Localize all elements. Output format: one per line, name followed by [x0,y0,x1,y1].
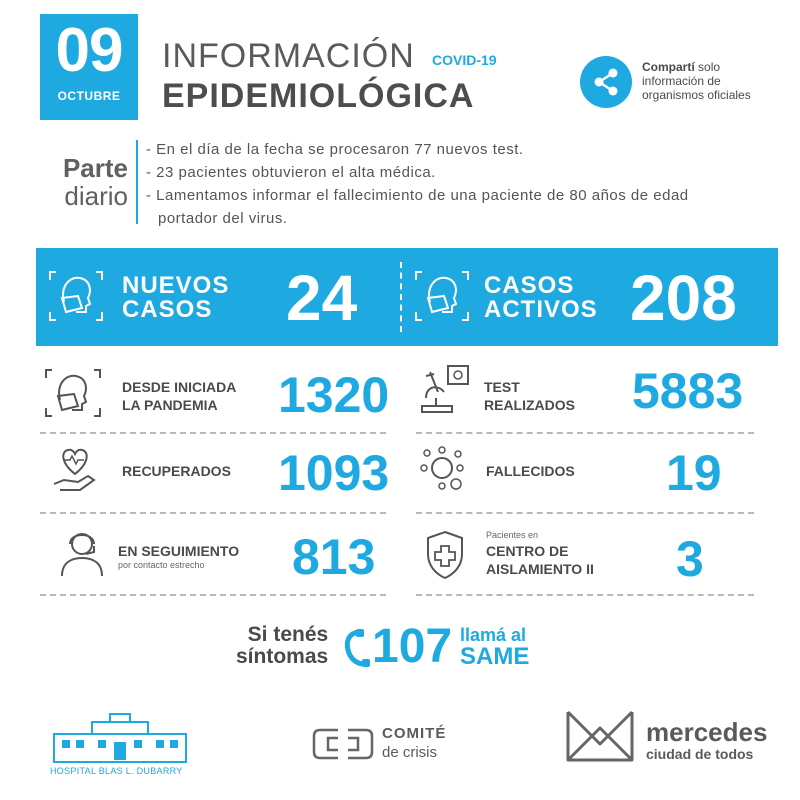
activos-l2: ACTIVOS [484,296,598,323]
heart-hand-icon [50,444,100,494]
seguimiento-sub: por contacto estrecho [118,560,205,570]
bullet-item: - En el día de la fecha se procesaron 77 nuevos test. [146,141,524,158]
share-rest3: organismos oficiales [642,88,751,102]
title-tag: COVID-19 [432,52,497,68]
mercedes-title: mercedes [646,717,768,747]
fallecidos-label: FALLECIDOS [486,463,575,479]
share-button[interactable] [580,56,632,108]
mercedes-logo-icon [564,708,636,764]
pandemia-l2: LA PANDEMIA [122,397,218,413]
share-rest2: información de [642,74,721,88]
aislamiento-value: 3 [676,531,704,587]
comite-logo-icon [312,724,374,764]
same-call [460,624,529,668]
mask-face-icon [48,266,104,326]
divider [416,512,754,514]
test-l1: TEST [484,379,520,395]
page-title: EPIDEMIOLÓGICA [162,77,475,115]
seguimiento-label [118,542,239,570]
same-r1: llamá al [460,625,527,645]
parte-line1: Parte [62,153,128,183]
recuperados-label: RECUPERADOS [122,463,231,479]
casos-activos-value: 208 [630,262,737,334]
hospital-name: HOSPITAL BLAS L. DUBARRY [50,766,183,776]
pandemia-label [122,378,236,414]
microscope-icon [416,362,472,418]
parte-diario-label [44,154,128,210]
test-label [484,378,575,414]
bullet-item: - Lamentamos informar el fallecimiento de una paciente de 80 años de edad [146,187,689,204]
aislamiento-l1: CENTRO DE [486,543,569,559]
date-badge [40,14,138,120]
test-l2: REALIZADOS [484,397,575,413]
seguimiento-l1: EN SEGUIMIENTO [118,543,240,559]
recuperados-value: 1093 [278,445,390,501]
share-note [642,60,792,102]
parte-divider [136,140,138,224]
aislamiento-pre: Pacientes en [486,530,539,540]
divider [416,594,754,596]
aislamiento-label [486,542,594,578]
bullet-item: portador del virus. [158,210,288,227]
comite-line1: COMITÉ [382,725,447,742]
mercedes-subtitle: ciudad de todos [646,746,754,762]
activos-l1: CASOS [484,272,575,299]
same-r2: SAME [460,643,530,670]
hospital-building-icon [52,712,188,764]
phone-icon [344,628,370,668]
bullet-item: - 23 pacientes obtuvieron el alta médica. [146,164,436,181]
date-day: 09 [55,16,123,85]
same-l2: síntomas [236,645,329,668]
share-rest1: solo [698,60,721,74]
nuevos-l1: NUEVOS [122,272,230,299]
band-separator [400,262,402,332]
seguimiento-value: 813 [292,529,376,585]
fallecidos-value: 19 [666,445,722,501]
mask-face-icon [44,366,102,420]
nuevos-casos-value: 24 [286,262,358,334]
same-number[interactable]: 107 [372,620,453,673]
nuevos-casos-label [122,274,229,322]
same-l1: Si tenés [247,623,329,646]
nuevos-l2: CASOS [122,296,213,323]
aislamiento-l2: AISLAMIENTO II [486,561,594,577]
date-month: OCTUBRE [57,89,121,103]
virus-icon [418,444,470,496]
divider [40,594,386,596]
mask-face-icon [414,266,470,326]
pandemia-l1: DESDE INICIADA [122,379,237,395]
casos-activos-label [484,274,598,322]
divider [40,512,386,514]
parte-line2: diario [64,181,128,211]
share-bold: Compartí [642,60,695,74]
pandemia-value: 1320 [278,367,390,423]
bullet-list [146,138,796,230]
same-prompt [236,624,328,668]
shield-cross-icon [424,530,466,580]
comite-line2: de crisis [382,744,438,761]
divider [416,432,754,434]
divider [40,432,386,434]
share-icon [580,56,632,108]
headset-person-icon [58,528,106,578]
test-value: 5883 [632,363,744,419]
title-top: INFORMACIÓN [162,37,415,75]
